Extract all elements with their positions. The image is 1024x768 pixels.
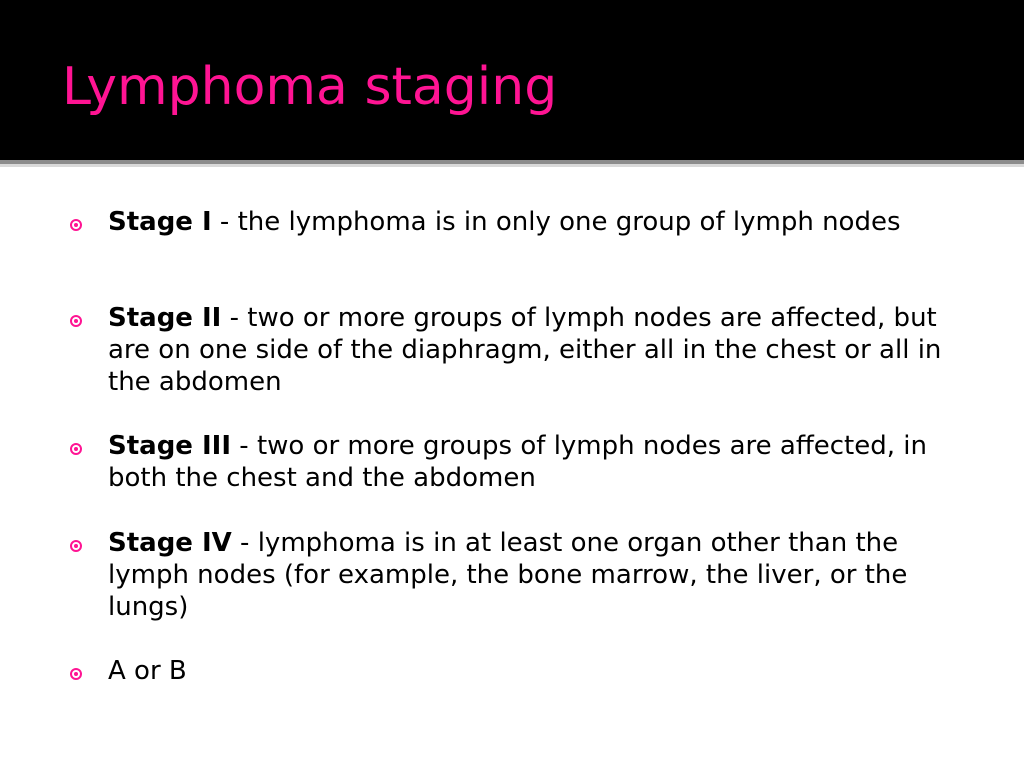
stage-description: - two or more groups of lymph nodes are affected, but are on one side of the diaphragm, either all in the chest or all in the abdomen [108,303,942,397]
stage-description: - lymphoma is in at least one organ other than the lymph nodes (for example, the bone marrow, the liver, or the lungs) [108,528,908,622]
title-divider-highlight [0,164,1024,167]
slide-title: Lymphoma staging [62,57,558,117]
bullet-text [108,302,968,398]
stage-term: Stage I [108,207,212,237]
stage-term: Stage III [108,431,232,461]
circled-dot-bullet-icon [70,315,82,327]
bullet-text [108,430,968,494]
circled-dot-bullet-icon [70,540,82,552]
stage-term: Stage IV [108,528,232,558]
title-bar [0,0,1024,160]
stage-term: Stage II [108,303,222,333]
circled-dot-bullet-icon [70,443,82,455]
bullet-plain-text: A or B [108,656,187,686]
bullet-text [108,655,968,687]
bullet-text [108,527,968,623]
stage-description: - two or more groups of lymph nodes are affected, in both the chest and the abdomen [108,431,927,493]
stage-description: - the lymphoma is in only one group of lymph nodes [211,207,901,237]
circled-dot-bullet-icon [70,668,82,680]
circled-dot-bullet-icon [70,219,82,231]
bullet-text [108,206,968,238]
